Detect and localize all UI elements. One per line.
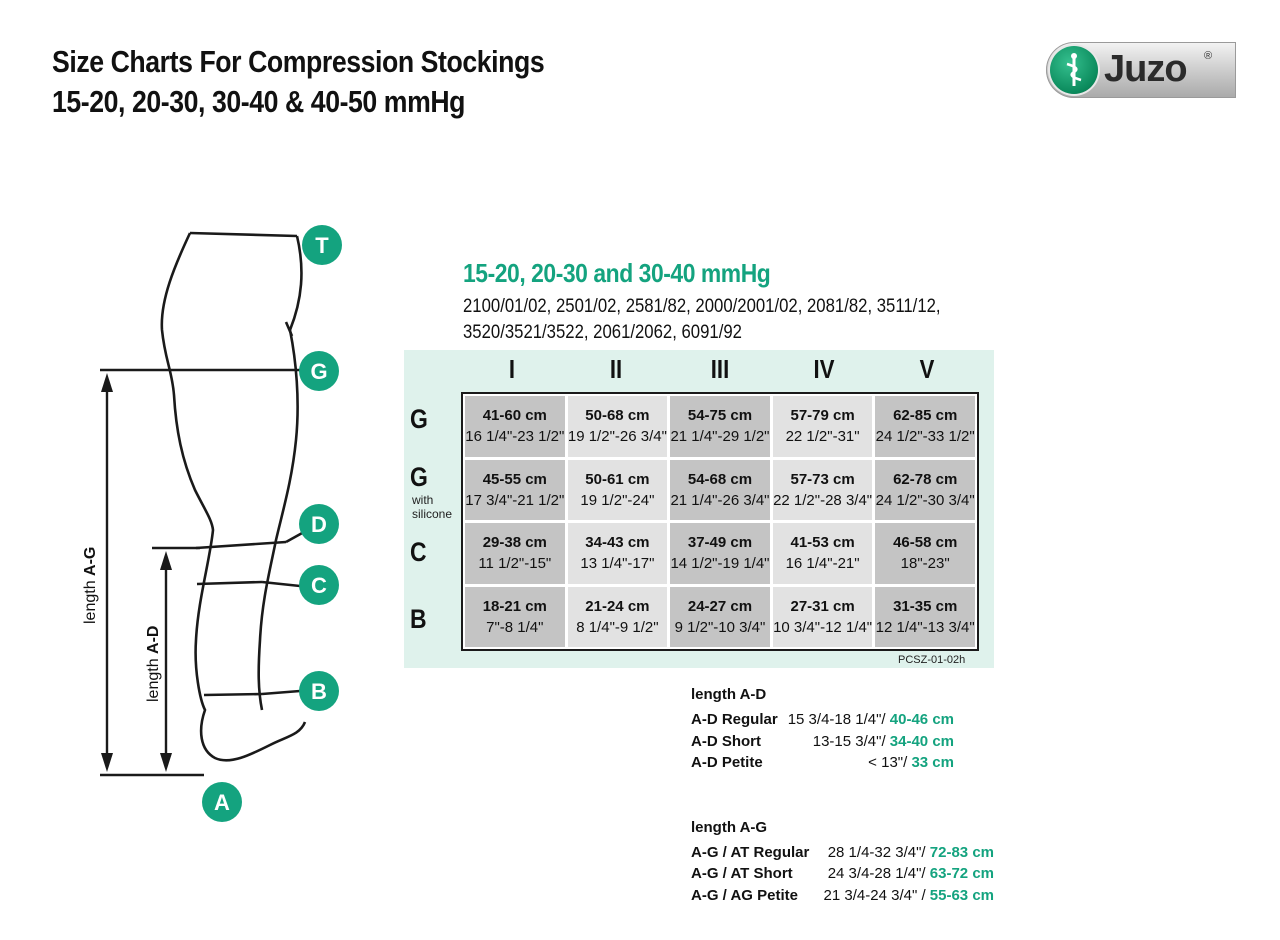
size-cell: 37-49 cm 14 1/2"-19 1/4" bbox=[670, 523, 770, 584]
row-header-c: C bbox=[410, 537, 427, 567]
svg-text:B: B bbox=[311, 679, 327, 704]
length-ad-heading: length A-D bbox=[691, 686, 767, 703]
title-line-1: Size Charts For Compression Stockings bbox=[52, 44, 545, 79]
size-cell: 41-60 cm 16 1/4"-23 1/2" bbox=[465, 396, 565, 457]
size-cell: 50-68 cm 19 1/2"-26 3/4" bbox=[568, 396, 668, 457]
chart-code: PCSZ-01-02h bbox=[898, 654, 966, 666]
size-cell: 31-35 cm 12 1/4"-13 3/4" bbox=[875, 587, 975, 648]
svg-text:C: C bbox=[311, 573, 327, 598]
size-cell: 29-38 cm 11 1/2"-15" bbox=[465, 523, 565, 584]
size-cell: 54-68 cm 21 1/4"-26 3/4" bbox=[670, 460, 770, 521]
length-ad-label: length A-D bbox=[145, 625, 162, 702]
marker-b bbox=[299, 671, 339, 711]
svg-text:A: A bbox=[214, 790, 230, 815]
row-header-g-silicone: G bbox=[410, 462, 428, 492]
size-cell: 54-75 cm 21 1/4"-29 1/2" bbox=[670, 396, 770, 457]
length-ad-table: length A-D A-D Regular 15 3/4-18 1/4"/ 40-46 cm A-D Short 13-15 3/4"/ 34-40 cm A-D Petite < 13"/ 33 cm bbox=[691, 686, 954, 771]
leg-diagram bbox=[0, 0, 400, 860]
measure-lines bbox=[100, 370, 304, 775]
size-cell: 41-53 cm 16 1/4"-21" bbox=[773, 523, 873, 584]
size-cell: 45-55 cm 17 3/4"-21 1/2" bbox=[465, 460, 565, 521]
length-ag-label: length A-G bbox=[82, 546, 99, 624]
marker-a bbox=[202, 782, 242, 822]
col-header-1: I bbox=[508, 354, 516, 384]
row-subheader-silicone: with silicone bbox=[412, 493, 453, 521]
size-cell: 62-85 cm 24 1/2"-33 1/2" bbox=[875, 396, 975, 457]
leg-outline bbox=[162, 233, 305, 760]
size-cell: 62-78 cm 24 1/2"-30 3/4" bbox=[875, 460, 975, 521]
col-header-4: IV bbox=[813, 354, 835, 384]
marker-t bbox=[302, 225, 342, 265]
b-pointer bbox=[262, 691, 300, 694]
title-line-2: 15-20, 20-30, 30-40 & 40-50 mmHg bbox=[52, 84, 466, 119]
logo-text: Juzo bbox=[1104, 48, 1187, 90]
size-cell: 21-24 cm 8 1/4"-9 1/2" bbox=[568, 587, 668, 648]
size-cell: 34-43 cm 13 1/4"-17" bbox=[568, 523, 668, 584]
size-cell: 24-27 cm 9 1/2"-10 3/4" bbox=[670, 587, 770, 648]
marker-c bbox=[299, 565, 339, 605]
size-grid bbox=[461, 392, 979, 651]
chart-heading: 15-20, 20-30 and 30-40 mmHg bbox=[463, 258, 771, 288]
row-header-b: B bbox=[410, 604, 427, 634]
col-header-5: V bbox=[919, 354, 935, 384]
juzo-logo bbox=[1046, 42, 1236, 98]
length-ag-heading: length A-G bbox=[691, 819, 768, 836]
row-header-g: G bbox=[410, 404, 428, 434]
model-numbers bbox=[463, 294, 941, 346]
col-header-2: II bbox=[609, 354, 623, 384]
size-cell: 50-61 cm 19 1/2"-24" bbox=[568, 460, 668, 521]
svg-text:G: G bbox=[310, 359, 328, 384]
size-cell: 46-58 cm 18"-23" bbox=[875, 523, 975, 584]
size-cell: 27-31 cm 10 3/4"-12 1/4" bbox=[773, 587, 873, 648]
marker-d bbox=[299, 504, 339, 544]
models-line-2: 3520/3521/3522, 2061/2062, 6091/92 bbox=[463, 322, 742, 343]
logo-registered-mark: ® bbox=[1204, 50, 1213, 62]
svg-text:D: D bbox=[311, 512, 327, 537]
length-ag-table: length A-G A-G / AT Regular 28 1/4-32 3/4"/ 72-83 cm A-G / AT Short 24 3/4-28 1/4"/ 63-72 cm A-G / AG Petite 21 3/4-24 3/4" / 55-63 cm bbox=[691, 819, 994, 904]
models-line-1: 2100/01/02, 2501/02, 2581/82, 2000/2001/02, 2081/82, 3511/12, bbox=[463, 296, 941, 317]
size-cell: 57-73 cm 22 1/2"-28 3/4" bbox=[773, 460, 873, 521]
length-ag-arrow bbox=[101, 373, 113, 772]
svg-text:T: T bbox=[315, 233, 329, 258]
size-cell: 57-79 cm 22 1/2"-31" bbox=[773, 396, 873, 457]
marker-g bbox=[299, 351, 339, 391]
col-header-3: III bbox=[710, 354, 730, 384]
size-cell: 18-21 cm 7"-8 1/4" bbox=[465, 587, 565, 648]
d-pointer bbox=[286, 532, 304, 542]
caduceus-icon bbox=[1050, 46, 1098, 94]
